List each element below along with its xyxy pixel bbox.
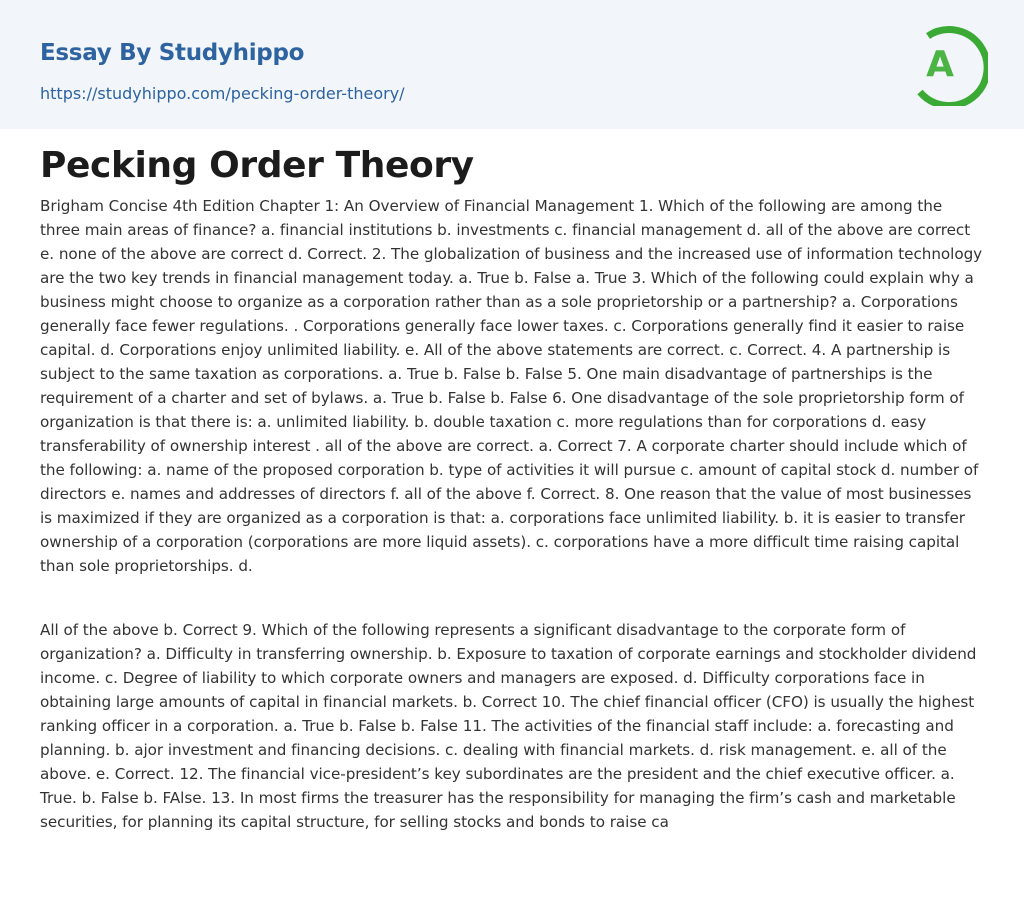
page-title: Pecking Order Theory [40,145,474,186]
source-url-link[interactable]: https://studyhippo.com/pecking-order-theory/ [40,84,405,103]
site-header [0,0,1024,129]
brand-title[interactable]: Essay By Studyhippo [40,40,305,66]
article-paragraph: Brigham Concise 4th Edition Chapter 1: An Overview of Financial Management 1. Which of the following are among the three main areas of finance? a. financial institutions b. investments c. financial management d. all of the above are correct e. none of the above are correct d. Correct. 2. The globalization of business and the increased use of information technology are the two key trends in financial management today. a. True b. False a. True 3. Which of the following could explain why a business might choose to organize as a corporation rather than as a sole proprietorship or a partnership? a. Corporations generally face fewer regulations. . Corporations generally face lower taxes. c. Corporations generally find it easier to raise capital. d. Corporations enjoy unlimited liability. e. All of the above statements are correct. c. Correct. 4. A partnership is subject to the same taxation as corporations. a. True b. False b. False 5. One main disadvantage of partnerships is the requirement of a charter and set of bylaws. a. True b. False b. False 6. One disadvantage of the sole proprietorship form of organization is that there is: a. unlimited liability. b. double taxation c. more regulations than for corporations d. easy transferability of ownership interest . all of the above are correct. a. Correct 7. A corporate charter should include which of the following: a. name of the proposed corporation b. type of activities it will pursue c. amount of capital stock d. number of directors e. names and addresses of directors f. all of the above f. Correct. 8. One reason that the value of most businesses is maximized if they are organized as a corporation is that: a. corporations face unlimited liability. b. it is easier to transfer ownership of a corporation (corporations are more liquid assets). c. corporations have a more difficult time raising capital than sole proprietorships. d. [40,197,983,575]
article-paragraph: All of the above b. Correct 9. Which of the following represents a significant disadvantage to the corporate form of organization? a. Difficulty in transferring ownership. b. Exposure to taxation of corporate earnings and stockholder dividend income. c. Degree of liability to which corporate owners and managers are exposed. d. Difficulty corporations face in obtaining large amounts of capital in financial markets. b. Correct 10. The chief financial officer (CFO) is usually the highest ranking officer in a corporation. a. True b. False b. False 11. The activities of the financial staff include: a. forecasting and planning. b. ajor investment and financing decisions. c. dealing with financial markets. d. risk management. e. all of the above. e. Correct. 12. The financial vice-president’s key subordinates are the president and the chief executive officer. a. True. b. False b. FAlse. 13. In most firms the treasurer has the responsibility for managing the firm’s cash and marketable securities, for planning its capital structure, for selling stocks and bonds to raise ca [40,621,977,831]
studyhippo-logo-icon[interactable] [910,18,988,106]
logo-letter: A [926,44,954,85]
